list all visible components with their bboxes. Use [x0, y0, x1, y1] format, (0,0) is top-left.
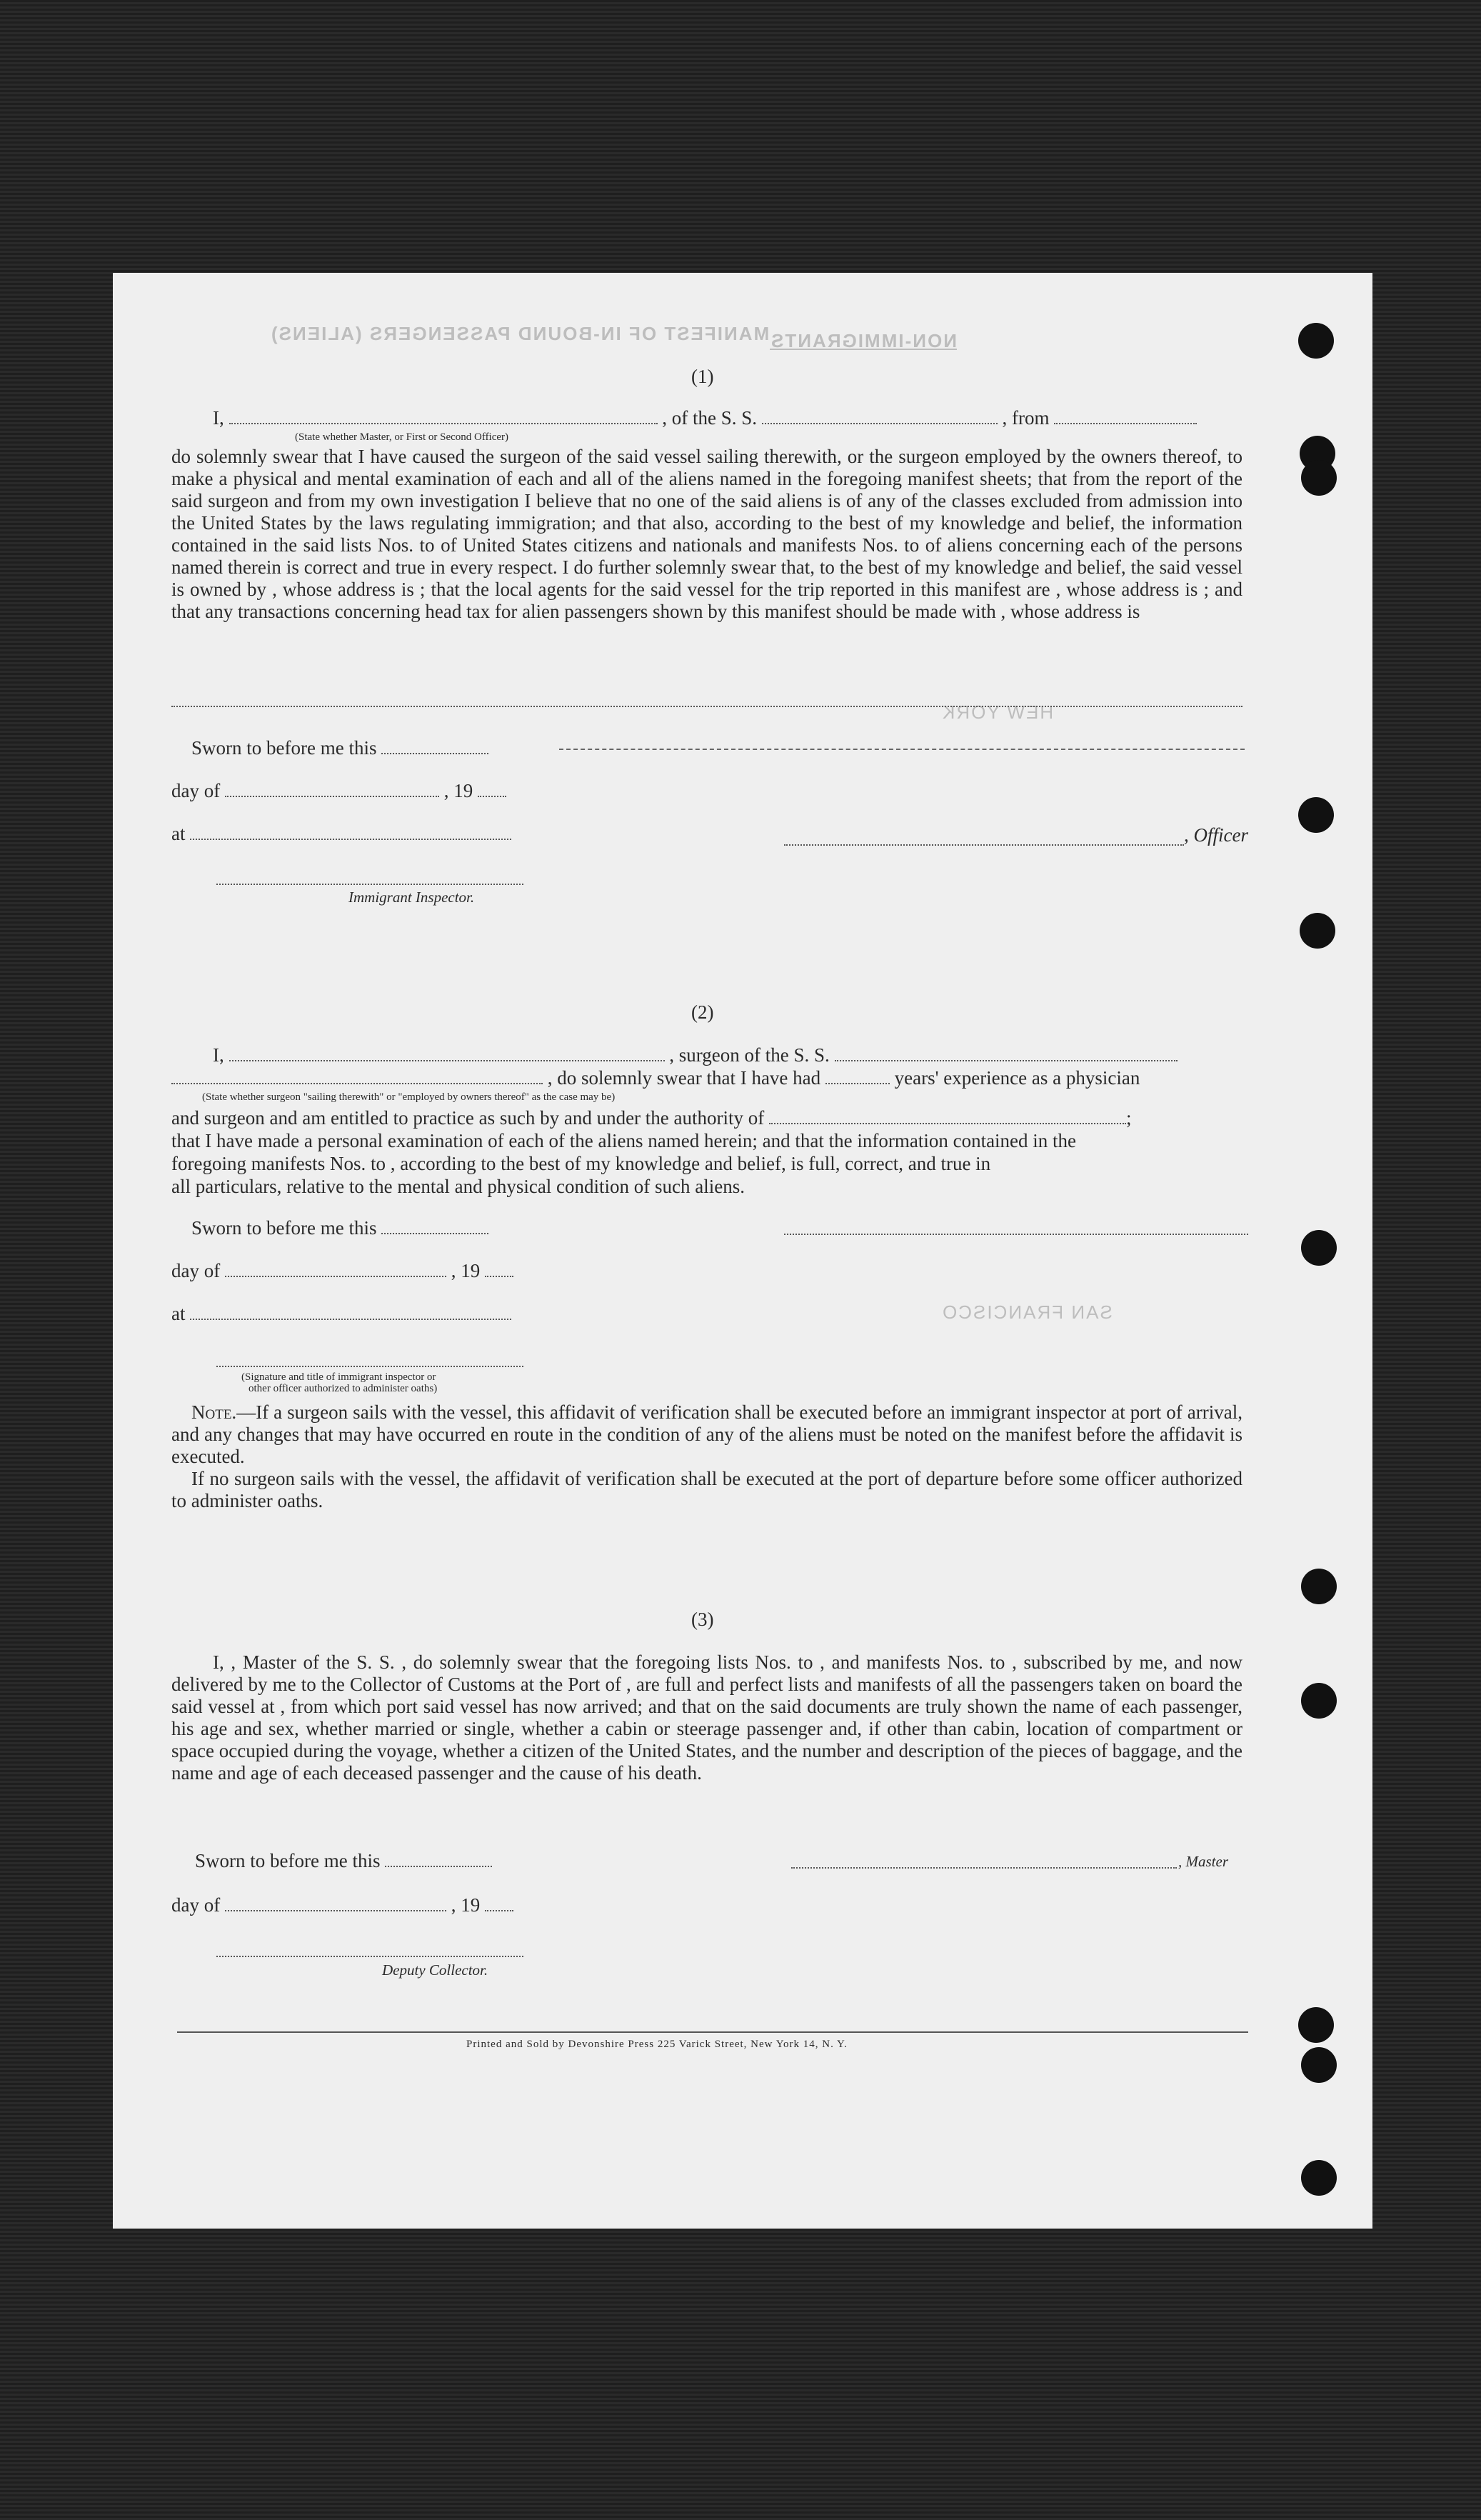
- label-years-experience: years' experience as a physician: [894, 1067, 1140, 1089]
- note-label: Note.: [191, 1401, 237, 1423]
- surgeon-status-field[interactable]: [171, 1083, 543, 1084]
- section-3-paragraph: I, , Master of the S. S. , do solemnly swear that the foregoing lists Nos. to , and manifests Nos. to , subscribed by me, and now delivered by me to the Collector of Customs at the Port of , are full and perfect lists and manifests of all the passengers taken on board the said vessel at , from which port said vessel has now arrived; and that on the said documents are truly shown the name of each passenger, his age and sex, whether married or single, whether a cabin or steerage passenger and, if other than cabin, location of compartment or space occupied during the voyage, whether a citizen of the United States, and the number and description of the pieces of baggage, and the name and age of each deceased passenger and the cause of his death.: [171, 1651, 1242, 1784]
- day-of-3-label: day of: [171, 1894, 221, 1916]
- section-2-number: (2): [691, 1001, 714, 1023]
- sworn-2: [191, 1217, 488, 1239]
- surgeon-vessel-field[interactable]: [835, 1060, 1178, 1061]
- at-2-label: at: [171, 1303, 186, 1324]
- punch-hole: [1298, 2007, 1334, 2043]
- year-2-label: , 19: [451, 1260, 481, 1281]
- at-2-field[interactable]: [190, 1319, 511, 1320]
- day-of-2-label: day of: [171, 1260, 221, 1281]
- section-1-number: (1): [691, 366, 714, 387]
- label-from: , from: [1002, 407, 1050, 429]
- section-2-line-4: that I have made a personal examination of each of the aliens named herein; and that the information contained in the: [171, 1130, 1077, 1151]
- punch-hole: [1301, 1569, 1337, 1604]
- year-3-field[interactable]: [485, 1910, 513, 1911]
- years-experience-field[interactable]: [825, 1083, 890, 1084]
- sworn-2-date-field[interactable]: [381, 1233, 488, 1234]
- punch-hole: [1298, 797, 1334, 833]
- day-of-1: [171, 780, 506, 802]
- bleed-through-stamp: NON-IMMIGRANTS: [770, 330, 957, 351]
- sworn-2-label: Sworn to before me this: [191, 1217, 377, 1239]
- day-of-1-field[interactable]: [225, 796, 439, 797]
- punch-hole: [1301, 2047, 1337, 2083]
- deputy-label: Deputy Collector.: [382, 1961, 488, 1979]
- printer-imprint: Printed and Sold by Devonshire Press 225 Varick Street, New York 14, N. Y.: [466, 2039, 848, 2050]
- day-of-2: [171, 1260, 513, 1282]
- footer-rule: [177, 2031, 1248, 2033]
- year-3-label: , 19: [451, 1894, 481, 1916]
- at-1-label: at: [171, 823, 186, 844]
- section-2-line-6: all particulars, relative to the mental and physical condition of such aliens.: [171, 1176, 745, 1197]
- authority-field[interactable]: [769, 1123, 1126, 1124]
- year-2-field[interactable]: [485, 1276, 513, 1277]
- surgeon-name-field[interactable]: [229, 1060, 665, 1061]
- deputy-signature-line[interactable]: [216, 1956, 523, 1957]
- officer-label: , Officer: [1184, 824, 1248, 846]
- year-1-label: , 19: [443, 780, 473, 801]
- label-i: I,: [213, 407, 224, 429]
- label-solemnly-swear: , do solemnly swear that I have had: [547, 1067, 821, 1089]
- bleed-through-header: MANIFEST OF IN-BOUND PASSENGERS (ALIENS): [270, 323, 770, 344]
- punch-hole: [1301, 2160, 1337, 2196]
- authority-label: and surgeon and am entitled to practice as such by and under the authority of: [171, 1107, 765, 1129]
- at-2: [171, 1303, 511, 1325]
- surgeon-note: (State whether surgeon "sailing therewith" or "employed by owners thereof" as the case may be): [202, 1091, 616, 1103]
- sworn-1-date-field[interactable]: [381, 753, 488, 754]
- day-of-1-label: day of: [171, 780, 221, 801]
- note-text-1: —If a surgeon sails with the vessel, this affidavit of verification shall be executed before an immigrant inspector at port of arrival, and any changes that may have occurred en route in the condition of any of the aliens must be noted on the manifest before the affidavit is executed.: [171, 1401, 1242, 1467]
- address-line: [171, 706, 1242, 707]
- sworn-1-label: Sworn to before me this: [191, 737, 377, 759]
- sworn-3-date-field[interactable]: [385, 1866, 492, 1867]
- punch-hole: [1301, 1230, 1337, 1266]
- label-of-ss: , of the S. S.: [662, 407, 758, 429]
- vessel-name-field[interactable]: [762, 423, 998, 424]
- day-of-2-field[interactable]: [225, 1276, 446, 1277]
- punch-hole: [1300, 913, 1335, 949]
- port-from-field[interactable]: [1054, 423, 1197, 424]
- officer-note: (State whether Master, or First or Second Officer): [295, 431, 509, 443]
- sig-note-2: other officer authorized to administer oaths): [248, 1383, 438, 1394]
- officer-name-field[interactable]: [229, 423, 658, 424]
- sworn-3-label: Sworn to before me this: [195, 1850, 381, 1871]
- day-of-3: [171, 1894, 513, 1916]
- at-1: [171, 823, 511, 845]
- year-1-field[interactable]: [478, 796, 506, 797]
- label-i-2: I,: [213, 1044, 224, 1066]
- punch-hole: [1301, 1683, 1337, 1719]
- label-surgeon-of-ss: , surgeon of the S. S.: [669, 1044, 830, 1066]
- bleed-through-line: SAN FRANCISCO: [941, 1301, 1113, 1323]
- section-2-line-1: [213, 1044, 1178, 1066]
- day-of-3-field[interactable]: [225, 1910, 446, 1911]
- section-3-number: (3): [691, 1609, 714, 1630]
- punch-hole: [1298, 323, 1334, 359]
- inspector-signature-line[interactable]: [216, 884, 523, 885]
- master-signature-line[interactable]: [791, 1867, 1177, 1869]
- section-2-line-3: and surgeon and am entitled to practice as such by and under the authority of ;: [171, 1107, 1132, 1129]
- sworn-1: [191, 737, 488, 759]
- bleed-through-line: HEW YORK: [941, 701, 1054, 723]
- section-2-line-2: [171, 1067, 1140, 1089]
- section-2-line-5: foregoing manifests Nos. to , according to the best of my knowledge and belief, is full, correct, and true in: [171, 1153, 991, 1174]
- sworn-3: [195, 1850, 492, 1872]
- inspector-label: Immigrant Inspector.: [348, 889, 475, 906]
- section-1-paragraph: do solemnly swear that I have caused the surgeon of the said vessel sailing therewith, or the surgeon employed by the owners thereof, to make a physical and mental examination of each and all of the aliens named in the foregoing manifest sheets; that from the report of the said surgeon and from my own investigation I believe that no one of the said aliens is of any of the classes excluded from admission into the United States by the laws regulating immigration; and that also, according to the best of my knowledge and belief, the information contained in the said lists Nos. to of United States citizens and nationals and manifests Nos. to of aliens concerning each of the persons named therein is correct and true in every respect. I do further solemnly swear that, to the best of my knowledge and belief, the said vessel is owned by , whose address is ; that the local agents for the said vessel for the trip reported in this manifest are , whose address is ; and that any transactions concerning head tax for alien passengers shown by this manifest should be made with , whose address is: [171, 446, 1242, 622]
- section-1-line-1: [213, 407, 1197, 429]
- oath-officer-signature-line[interactable]: [216, 1366, 523, 1367]
- master-label: , Master: [1178, 1853, 1228, 1870]
- signature-divider: [559, 749, 1245, 750]
- surgeon-signature-line[interactable]: [784, 1234, 1248, 1235]
- sig-note-1: (Signature and title of immigrant inspector or: [241, 1371, 436, 1383]
- surgeon-note-paragraph: [171, 1401, 1242, 1468]
- no-surgeon-paragraph: If no surgeon sails with the vessel, the affidavit of verification shall be executed at the port of departure before some officer authorized to administer oaths.: [171, 1468, 1242, 1511]
- at-1-field[interactable]: [190, 839, 511, 840]
- document-page: [113, 273, 1372, 2229]
- officer-signature-line[interactable]: [784, 844, 1184, 846]
- punch-hole: [1301, 460, 1337, 496]
